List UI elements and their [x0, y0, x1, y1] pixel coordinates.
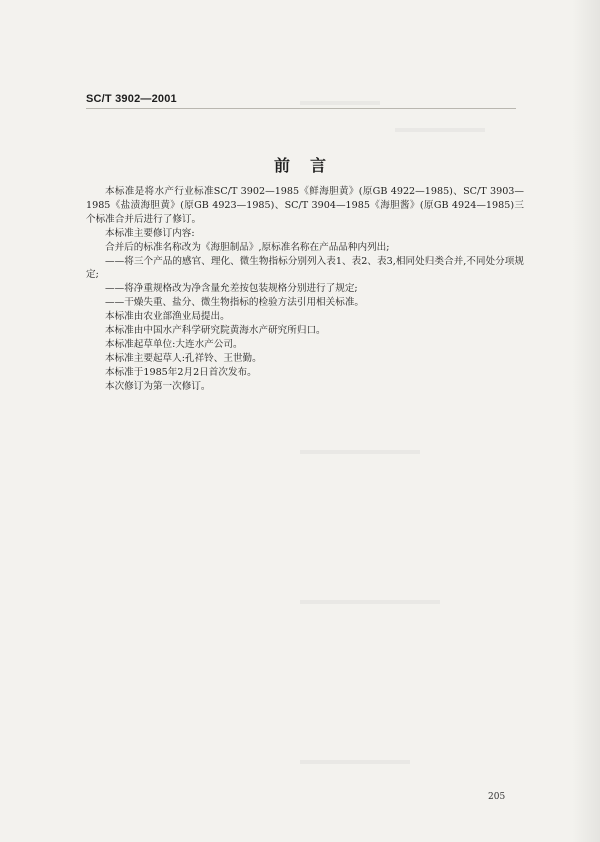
- paragraph-revision-item-2: ——将净重规格改为净含量允差按包装规格分别进行了规定;: [105, 283, 358, 295]
- standard-code: SC/T 3902—2001: [86, 93, 177, 105]
- bleed-through-mark: [395, 128, 485, 132]
- bleed-through-mark: [300, 101, 380, 105]
- paragraph-revision-item-3: ——干燥失重、盐分、微生物指标的检验方法引用相关标准。: [105, 297, 365, 309]
- paragraph-revision-name: 合并后的标准名称改为《海胆制品》,原标准名称在产品品种内列出;: [105, 241, 390, 253]
- paragraph-revision-item-1: ——将三个产品的感官、理化、微生物指标分别列入表1、表2、表3,相同处归类合并,不同处分项规定;: [86, 255, 524, 281]
- paragraph-revision-count: 本次修订为第一次修订。: [105, 380, 211, 392]
- page-title: 前言: [273, 156, 346, 175]
- bleed-through-mark: [300, 760, 410, 764]
- page-edge-shadow: [572, 0, 600, 842]
- paragraph-revision-heading: 本标准主要修订内容:: [105, 227, 195, 239]
- page-number: 205: [488, 792, 506, 802]
- paragraph-administrator: 本标准由中国水产科学研究院黄海水产研究所归口。: [105, 325, 326, 337]
- paragraph-proposer: 本标准由农业部渔业局提出。: [105, 311, 230, 323]
- bleed-through-mark: [300, 600, 440, 604]
- header-rule: [86, 108, 516, 109]
- paragraph-drafters: 本标准主要起草人:孔祥铃、王世勤。: [105, 352, 262, 364]
- foreword-body: [86, 185, 524, 394]
- paragraph-first-release: 本标准于1985年2月2日首次发布。: [105, 366, 257, 378]
- paragraph-intro: 本标准是将水产行业标准SC/T 3902—1985《鲜海胆黄》(原GB 4922—1985)、SC/T 3903—1985《盐渍海胆黄》(原GB 4923—1985)、SC/T 3904—1985《海胆酱》(原GB 4924—1985)三个标准合并后进行了修订。: [86, 186, 524, 225]
- bleed-through-mark: [300, 450, 420, 454]
- paragraph-drafting-unit: 本标准起草单位:大连水产公司。: [105, 338, 243, 350]
